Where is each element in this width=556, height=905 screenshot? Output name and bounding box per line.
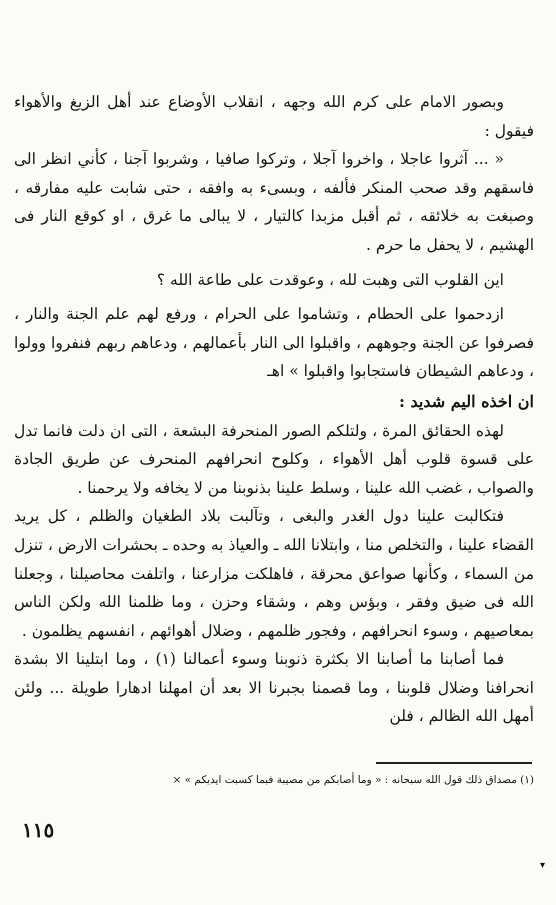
book-page-text (14, 88, 534, 731)
quote-paragraph-1: « ... آثروا عاجلا ، واخروا آجلا ، وتركوا صافيا ، وشربوا آجنا ، كأني انظر الى فاسقهم وقد صحب المنكر فألفه ، وبسىء به وافقه ، حتى شابت عليه مفارقه ، وصبغت به خلائقه ، ثم أقبل مزبدا كالتيار ، لا يبالى ما غرق ، او كوقع النار فى الهشيم ، لا يحفل ما حرم . (14, 150, 534, 254)
quote-paragraph-3: ازدحموا على الحطام ، وتشاموا على الحرام ، ورفع لهم علم الجنة والنار ، فصرفوا عن الجنة وجوههم ، واقبلوا الى النار بأعمالهم ، ودعاهم ربهم فنفروا وولوا ، ودعاهم الشيطان فاستجابوا واقبلوا » اهـ (14, 305, 534, 381)
body-paragraph-3: فما أصابنا ما أصابنا الا بكثرة ذنوبنا وسوء أعمالنا (١) ، وما ابتلينا الا بشدة انحرافنا وضلال قلوبنا ، وما قصمنا بجبرنا الا بعد أن امهلنا ادهارا طويلة ... ولئن أمهل الله الظالم ، فلن (14, 650, 534, 726)
corner-mark: ▾ (540, 860, 546, 871)
intro-paragraph: وبصور الامام على كرم الله وجهه ، انقلاب الأوضاع عند أهل الزيغ والأهواء فيقول : (14, 93, 534, 140)
section-heading: ان اخذه اليم شديد : (399, 391, 534, 411)
footnote: (١) مصداق ذلك قول الله سبحانه : « وما أصابكم من مصيبة فبما كسبت ايديكم » × (172, 774, 534, 786)
body-paragraph-2: فتكالبت علينا دول الغدر والبغى ، وتآلبت بلاد الطغيان والظلم ، كل يريد القضاء علينا ، والتخلص منا ، وابتلانا الله ـ والعياذ به وحده ـ بحشرات الارض ، تنزل من السماء ، وكأنها صواعق محرقة ، فاهلكت مزارعنا ، واتلفت محاصيلنا ، وجعلنا الله فى ضيق وفقر ، وبؤس وهم ، وشقاء وحزن ، وما ظلمنا الله ولكن الناس بمعاصيهم ، وسوء انحرافهم ، وفجور ظلمهم ، وضلال أهوائهم ، انفسهم يظلمون . (14, 507, 534, 640)
page-number: ١١٥ (22, 818, 55, 842)
body-paragraph-1: لهذه الحقائق المرة ، ولتلكم الصور المنحرفة البشعة ، التى ان دلت فانما تدل على قسوة قلوب أهل الأهواء ، وكلوح انحرافهم المنحرف عن طريق الجادة والصواب ، غضب الله علينا ، وسلط علينا بذنوبنا من لا يخافه ولا يرحمنا . (14, 421, 534, 497)
quote-paragraph-2: اين القلوب التى وهبت لله ، وعوقدت على طاعة الله ؟ (156, 270, 504, 289)
footnote-divider (376, 762, 532, 764)
